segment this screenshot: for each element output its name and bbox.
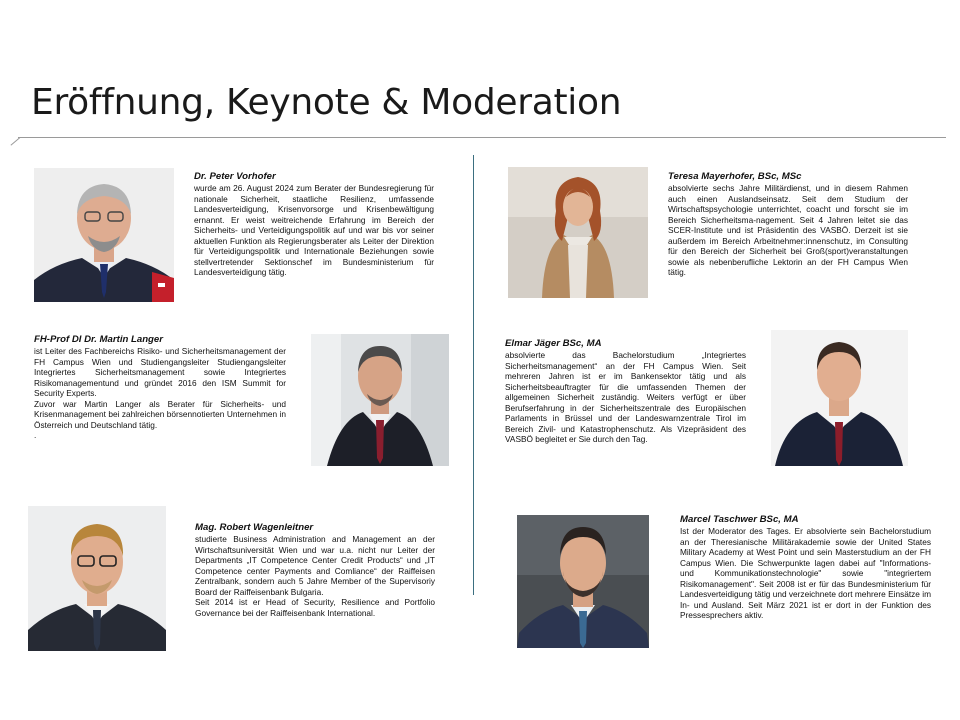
speaker-name: Marcel Taschwer BSc, MA: [680, 514, 799, 525]
slide-title: Eröffnung, Keynote & Moderation: [31, 82, 622, 123]
speaker-name: Dr. Peter Vorhofer: [194, 171, 276, 182]
speaker-bio-text: studierte Business Administration and Management an der Wirtschaftsuniversität Wien und war u.a. nicht nur Leiter der Departments „IT Competence Center Credit Products“ und „IT Competence center Payments and Comliance“ der Raiffeisen Zentralbank, sondern auch 5 Jahre Member of the Supervisoriy Board der Raiffeisenbank Bulgaria.: [195, 534, 435, 597]
speaker-name: Elmar Jäger BSc, MA: [505, 338, 602, 349]
speaker-bio-text: Zuvor war Martin Langer als Berater für Sicherheits- und Krisenmanagement bei zahlreichen börsennotierten Unternehmen in Österreich und Deutschland tätig.: [34, 398, 286, 430]
speaker-name: Mag. Robert Wagenleitner: [195, 522, 314, 533]
speaker-photo-langer: [311, 334, 449, 466]
speaker-bio-langer: [34, 333, 286, 441]
speaker-bio-text: Seit 2014 ist er Head of Security, Resilience and Portfolio Governance bei der Raiffeisenbank International.: [195, 597, 435, 618]
speaker-photo-vorhofer: [34, 168, 174, 302]
speaker-bio-mayerhofer: [668, 170, 908, 278]
speaker-photo-wagenleitner: [28, 506, 166, 651]
speaker-photo-mayerhofer: [508, 167, 648, 298]
speaker-bio-text: absolvierte das Bachelorstudium „Integriertes Sicherheitsmanagement“ an der FH Campus Wien. Seit mehreren Jahren ist er im Bankensektor tätig und als Sicherheitsbeauftragter für die umfassenden Themen der allgemeinen Sicherheit zuständig. Weiters verfügt er über Berufserfahrung in der Sicherheitszentrale des Europäischen Parlaments in Brüssel und der Landeswarnzentrale Tirol im Bereich Zivil- und Katastrophenschutz. Als Vizepräsident des VASBÖ begleitet er Sie durch den Tag.: [505, 350, 746, 444]
speaker-name: Teresa Mayerhofer, BSc, MSc: [668, 171, 802, 182]
speaker-bio-text: wurde am 26. August 2024 zum Berater der Bundesregierung für nationale Sicherheit, staatliche Resilienz, umfassende Landesverteidigung, Krisenvorsorge und Krisenbewältigung ernannt. Er weist weitreichende Erfahrung im Bereich der Sicherheits- und Verteidigungspolitik auf und war bis vor seiner aktuellen Funktion als Regierungsberater als Leiter der Direktion für Verteidigungspolitik und Internationale Beziehungen sowie stellvertretender Sektionschef im Bundesministerium für Landesverteidigung tätig.: [194, 183, 434, 277]
speaker-bio-jaeger: [505, 337, 746, 445]
speaker-bio-taschwer: [680, 513, 931, 621]
speaker-bio-text: .: [34, 430, 37, 440]
speaker-bio-wagenleitner: [195, 521, 435, 618]
title-divider-accent: [10, 137, 20, 145]
title-divider: [18, 137, 946, 138]
speaker-photo-taschwer: [517, 515, 649, 648]
speaker-name: FH-Prof DI Dr. Martin Langer: [34, 334, 163, 345]
speaker-bio-text: Ist der Moderator des Tages. Er absolvierte sein Bachelorstudium an der Theresianische Militärakademie sowie der United States Military Academy at West Point und sein Masterstudium an der FH Campus Wien. Die Schwerpunkte lagen dabei auf "Informations- und Kommunikationstechnologie" sowie "integriertem Risikomanagement". Seit 2008 ist er für das Bundesministerium für Landesverteidigung tätig und verzeichnete dort mehrere Einsätze im In- und Ausland. Seit März 2021 ist er dort in der Funktion des Pressesprechers aktiv.: [680, 526, 931, 620]
speaker-bio-text: ist Leiter des Fachbereichs Risiko- und Sicherheitsmanagement der FH Campus Wien und Studiengangsleiter Studiengangsleiter Integriertes Sicherheitsmanagement sowie Integriertes Risikomanagementund und gründet 2016 den ISM Summit for Security Experts.: [34, 346, 286, 398]
column-divider: [473, 155, 474, 595]
speaker-bio-text: absolvierte sechs Jahre Militärdienst, und in diesem Rahmen auch einen Auslandseinsatz. Seit dem Studium der Wirtschaftspsychologie unterrichtet, coacht und forscht sie im Bereich Sicherheitsma-nagement. Seit 4 Jahren leitet sie das SCER-Institute und ist Präsidentin des VASBÖ. Derzeit ist sie außerdem im Bereich Arbeitnehmer:innenschutz, im Consulting für den Bereich der Sicherheit bei Groß(sport)veranstaltungen sowie als nebenberufliche Lektorin an der FH Campus Wien tätig.: [668, 183, 908, 277]
speaker-bio-vorhofer: [194, 170, 434, 278]
speaker-photo-jaeger: [771, 330, 908, 466]
